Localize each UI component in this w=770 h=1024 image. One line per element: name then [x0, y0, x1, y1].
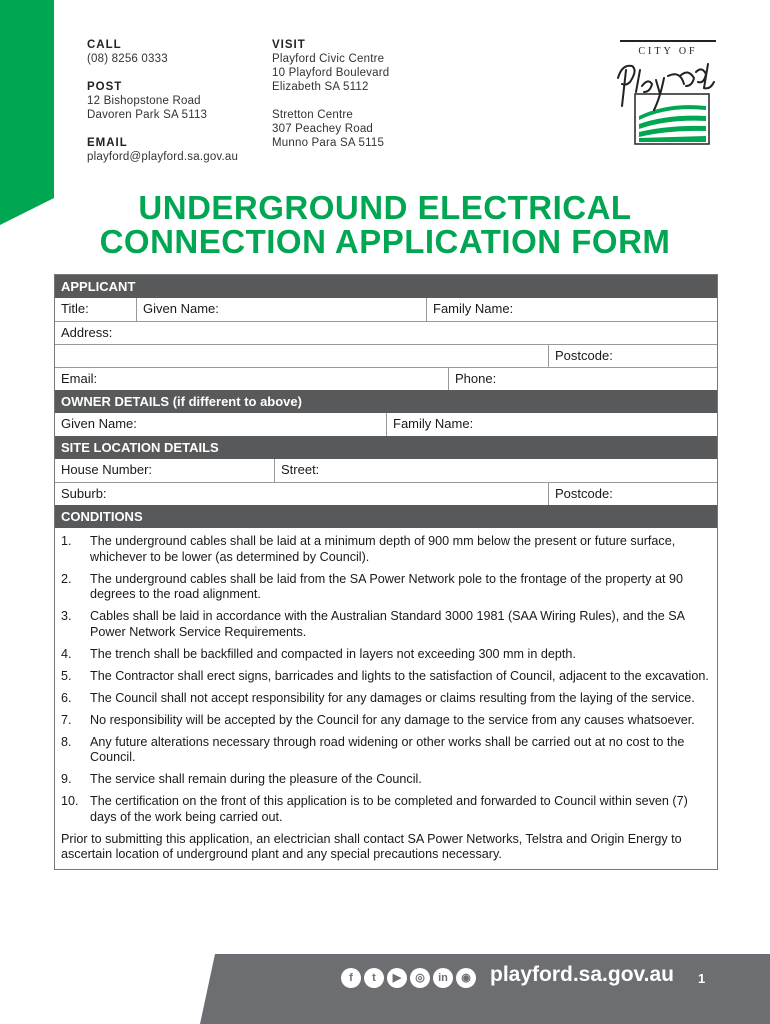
applicant-address-line2-field[interactable]: [55, 345, 549, 367]
applicant-address-row: [55, 321, 717, 344]
condition-item: 10. The certification on the front of this application is to be completed and forwarded to Council within seven (7) days of the work being carried out.: [61, 794, 688, 824]
call-label: CALL: [87, 39, 122, 51]
facebook-icon[interactable]: f: [341, 968, 361, 988]
twitter-icon[interactable]: t: [364, 968, 384, 988]
website-link[interactable]: playford.sa.gov.au: [490, 963, 674, 986]
applicant-name-row: [55, 298, 717, 321]
applicant-family-name-field[interactable]: Family Name:: [433, 301, 514, 316]
site-suburb-row: [55, 482, 717, 505]
condition-item: 7. No responsibility will be accepted by the Council for any damage to the service from any causes whatsoever.: [61, 712, 695, 727]
email-value: playford@playford.sa.gov.au: [87, 151, 239, 163]
email-label: EMAIL: [87, 137, 128, 149]
condition-item: 5. The Contractor shall erect signs, barricades and lights to the satisfaction of Council, adjacent to the excavation.: [61, 668, 709, 683]
applicant-title-field[interactable]: Title:: [55, 298, 137, 321]
condition-item: 2. The underground cables shall be laid from the SA Power Network pole to the frontage of the property at 90 degrees to the road alignment.: [61, 571, 683, 601]
conditions-heading: CONDITIONS: [55, 505, 717, 528]
owner-name-row: [55, 413, 717, 436]
site-address-row: [55, 459, 717, 482]
podcast-icon[interactable]: ◉: [456, 968, 476, 988]
applicant-contact-row: [55, 367, 717, 390]
condition-item: 8. Any future alterations necessary through road widening or other works shall be carried out at no cost to the Council.: [61, 734, 685, 764]
owner-given-name-field[interactable]: Given Name:: [55, 413, 387, 436]
visit2-line3: Munno Para SA 5115: [272, 137, 385, 149]
site-suburb-field[interactable]: Suburb:: [55, 483, 549, 505]
visit-label: VISIT: [272, 39, 306, 51]
site-heading: SITE LOCATION DETAILS: [55, 436, 717, 459]
conditions-note: Prior to submitting this application, an electrician shall contact SA Power Networks, Telstra and Origin Energy to ascertain location of underground plant and any special precautions necessary.: [61, 831, 682, 861]
owner-family-name-field[interactable]: Family Name:: [393, 416, 474, 431]
applicant-address-field[interactable]: Address:: [61, 325, 113, 340]
visit2-line2: 307 Peachey Road: [272, 123, 374, 135]
applicant-given-name-field[interactable]: Given Name:: [137, 298, 427, 321]
call-value: (08) 8256 0333: [87, 53, 168, 65]
condition-item: 3. Cables shall be laid in accordance with the Australian Standard 3000 1981 (SAA Wiring Rules), and the SA Power Network Service Requirements.: [61, 609, 685, 639]
site-house-number-field[interactable]: House Number:: [55, 459, 275, 482]
social-icons: [341, 968, 476, 988]
application-form: [54, 274, 718, 870]
visit1-line3: Elizabeth SA 5112: [272, 81, 369, 93]
applicant-phone-field[interactable]: Phone:: [455, 371, 497, 386]
condition-item: 6. The Council shall not accept responsibility for any damages or claims resulting from the laying of the service.: [61, 690, 695, 705]
applicant-postcode-field[interactable]: Postcode:: [555, 348, 613, 363]
applicant-postcode-row: [55, 344, 717, 367]
site-postcode-field[interactable]: Postcode:: [555, 486, 613, 501]
visit2-line1: Stretton Centre: [272, 109, 353, 121]
city-of-playford-logo: [608, 36, 720, 146]
post-line2: Davoren Park SA 5113: [87, 109, 208, 121]
conditions-list: [61, 534, 709, 825]
form-title-line2: CONNECTION APPLICATION FORM: [99, 223, 671, 260]
visit1-line2: 10 Playford Boulevard: [272, 67, 390, 79]
contact-column-left: [87, 38, 238, 164]
post-label: POST: [87, 81, 123, 93]
youtube-icon[interactable]: ▶: [387, 968, 407, 988]
linkedin-icon[interactable]: in: [433, 968, 453, 988]
contact-column-visit: [272, 38, 389, 150]
footer-bar: [200, 954, 770, 1024]
condition-item: 1. The underground cables shall be laid at a minimum depth of 900 mm below the present or future surface, whichever to be lower (as determined by Council).: [61, 534, 676, 564]
owner-heading: OWNER DETAILS (if different to above): [55, 390, 717, 413]
visit1-line1: Playford Civic Centre: [272, 53, 385, 65]
conditions-body: [55, 528, 717, 869]
playford-logo-mark-icon: [608, 36, 720, 146]
page-number: 1: [698, 971, 706, 986]
form-title-line1: UNDERGROUND ELECTRICAL: [138, 189, 632, 226]
instagram-icon[interactable]: ◎: [410, 968, 430, 988]
condition-item: 4. The trench shall be backfilled and compacted in layers not exceeding 300 mm in depth.: [61, 646, 576, 661]
applicant-heading: APPLICANT: [55, 275, 717, 298]
applicant-email-field[interactable]: Email:: [55, 368, 449, 390]
logo-city-of-text: CITY OF: [620, 40, 716, 57]
condition-item: 9. The service shall remain during the pleasure of the Council.: [61, 772, 422, 786]
site-street-field[interactable]: Street:: [281, 462, 320, 477]
post-line1: 12 Bishopstone Road: [87, 95, 201, 107]
